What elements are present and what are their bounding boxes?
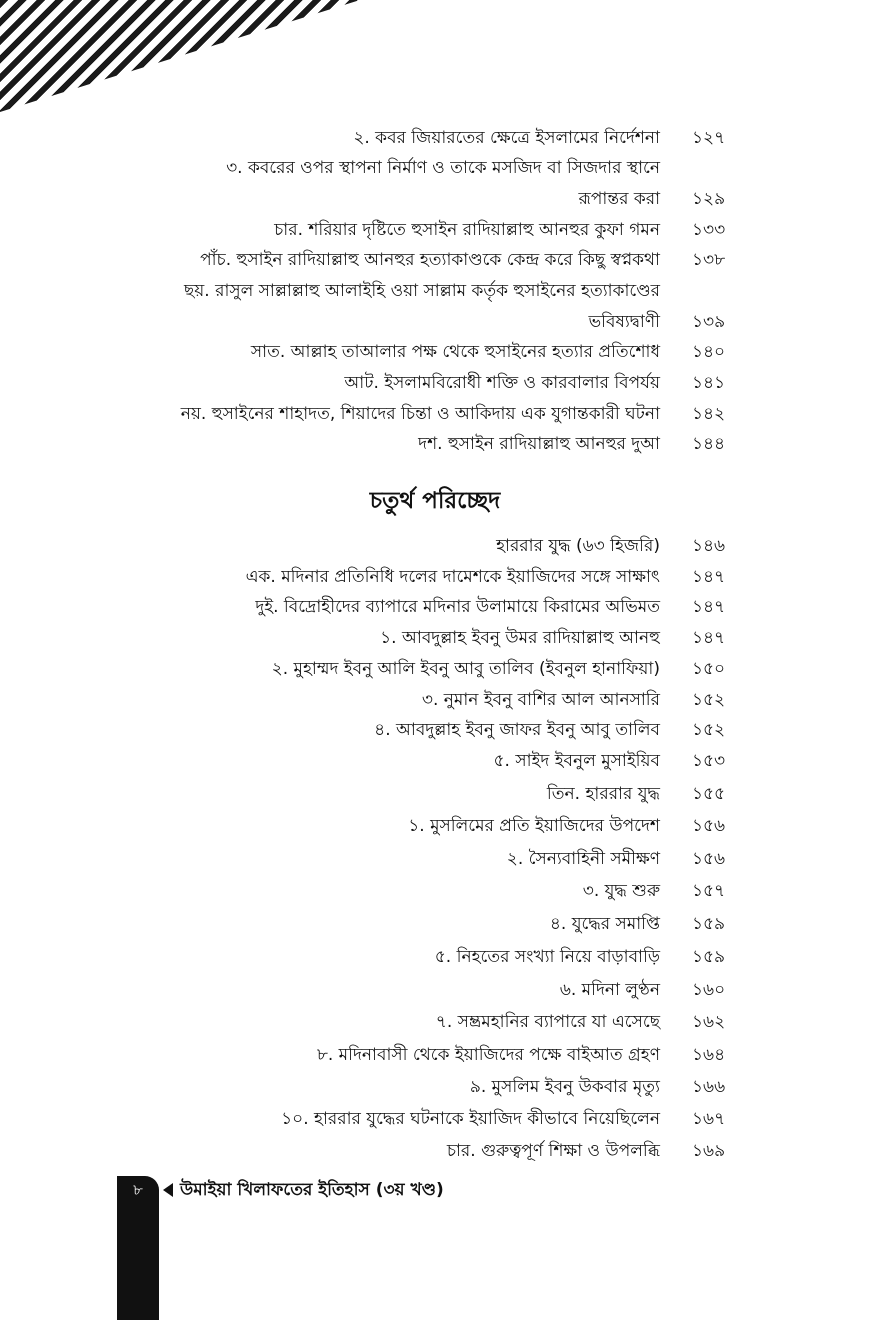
toc-page: ১৬০ bbox=[692, 980, 726, 1000]
toc-page: ১৪৭ bbox=[692, 597, 726, 617]
toc-page: ১৪১ bbox=[692, 373, 726, 393]
toc-title: ৪. আবদুল্লাহ ইবনু জাফর ইবনু আবু তালিব bbox=[374, 720, 660, 740]
toc-row[interactable] bbox=[60, 531, 800, 561]
toc-row[interactable] bbox=[60, 811, 800, 841]
triangle-left-icon bbox=[163, 1183, 173, 1197]
toc-row[interactable] bbox=[60, 245, 800, 275]
toc-title: ১০. হাররার যুদ্ধের ঘটনাকে ইয়াজিদ কীভাবে নিয়েছিলেন bbox=[281, 1109, 660, 1129]
toc-row[interactable] bbox=[60, 368, 800, 398]
toc-title: দশ. হুসাইন রাদিয়াল্লাহু আনহুর দুআ bbox=[418, 434, 660, 454]
toc-page: ১৫৭ bbox=[692, 881, 726, 901]
toc-page: ১৪২ bbox=[692, 404, 726, 424]
toc-title: ৫. সাইদ ইবনুল মুসাইয়িব bbox=[493, 751, 660, 771]
toc-page: ১৪৬ bbox=[692, 536, 726, 556]
toc-row[interactable] bbox=[60, 685, 800, 715]
toc-title: ৭. সম্ভ্রমহানির ব্যাপারে যা এসেছে bbox=[435, 1012, 660, 1032]
toc-row[interactable] bbox=[60, 1040, 800, 1070]
toc-row[interactable] bbox=[60, 1104, 800, 1134]
toc-title: ২. সৈন্যবাহিনী সমীক্ষণ bbox=[506, 849, 660, 869]
toc-row[interactable] bbox=[60, 1007, 800, 1037]
toc-row[interactable] bbox=[60, 123, 800, 153]
toc-page: ১৫৬ bbox=[692, 849, 726, 869]
toc-page: ১৬৪ bbox=[692, 1045, 726, 1065]
toc-title: ৩. নুমান ইবনু বাশির আল আনসারি bbox=[421, 690, 660, 710]
toc-page: ১৫৫ bbox=[692, 784, 726, 804]
toc-row[interactable] bbox=[60, 215, 800, 245]
toc-row[interactable] bbox=[60, 399, 800, 429]
toc-title: ১. মুসলিমের প্রতি ইয়াজিদের উপদেশ bbox=[408, 816, 660, 836]
toc-row[interactable] bbox=[60, 942, 800, 972]
toc-row[interactable] bbox=[60, 844, 800, 874]
running-title: উমাইয়া খিলাফতের ইতিহাস (৩য় খণ্ড) bbox=[180, 1180, 444, 1200]
toc-row[interactable] bbox=[60, 592, 800, 622]
toc-title: এক. মদিনার প্রতিনিধি দলের দামেশকে ইয়াজিদের সঙ্গে সাক্ষাৎ bbox=[245, 567, 660, 587]
toc-title: পাঁচ. হুসাইন রাদিয়াল্লাহু আনহুর হত্যাকাণ্ডকে কেন্দ্র করে কিছু স্বপ্নকথা bbox=[200, 250, 660, 270]
toc-row[interactable] bbox=[60, 876, 800, 906]
toc-row[interactable] bbox=[60, 184, 800, 214]
toc-title: ৬. মদিনা লুণ্ঠন bbox=[559, 980, 660, 1000]
toc-page: ১৪০ bbox=[692, 342, 726, 362]
toc-title: হাররার যুদ্ধ (৬৩ হিজরি) bbox=[496, 536, 660, 556]
chapter-heading: চতুর্থ পরিচ্ছেদ bbox=[369, 488, 501, 514]
toc-page: ১৩৯ bbox=[692, 312, 726, 332]
toc-page: ১৬৬ bbox=[692, 1077, 726, 1097]
toc-row[interactable] bbox=[60, 276, 800, 306]
toc-page: ১৫২ bbox=[692, 690, 726, 710]
toc-page: ১৪৭ bbox=[692, 628, 726, 648]
toc-title: তিন. হাররার যুদ্ধ bbox=[546, 784, 660, 804]
toc-title: দুই. বিদ্রোহীদের ব্যাপারে মদিনার উলামায়ে কিরামের অভিমত bbox=[255, 597, 660, 617]
toc-page: ১৫২ bbox=[692, 720, 726, 740]
toc-title: ছয়. রাসুল সাল্লাল্লাহু আলাইহি ওয়া সাল্লাম কর্তৃক হুসাইনের হত্যাকাণ্ডের bbox=[183, 281, 660, 301]
toc-row[interactable] bbox=[60, 779, 800, 809]
toc-title: ৫. নিহতের সংখ্যা নিয়ে বাড়াবাড়ি bbox=[434, 947, 660, 967]
toc-row[interactable] bbox=[60, 623, 800, 653]
toc-row[interactable] bbox=[60, 654, 800, 684]
toc-page: ১৪৪ bbox=[692, 434, 726, 454]
toc-row[interactable] bbox=[60, 562, 800, 592]
toc-row[interactable] bbox=[60, 975, 800, 1005]
toc-row[interactable] bbox=[60, 307, 800, 337]
toc-title: ১. আবদুল্লাহ ইবনু উমর রাদিয়াল্লাহু আনহু bbox=[380, 628, 660, 648]
page-number: ৮ bbox=[133, 1181, 143, 1199]
toc-title: সাত. আল্লাহ তাআলার পক্ষ থেকে হুসাইনের হত্যার প্রতিশোধ bbox=[250, 342, 660, 362]
toc-title: ২. কবর জিয়ারতের ক্ষেত্রে ইসলামের নির্দেশনা bbox=[353, 128, 660, 148]
toc-page: ১৫০ bbox=[692, 659, 726, 679]
toc-title: ৩. কবরের ওপর স্থাপনা নির্মাণ ও তাকে মসজিদ বা সিজদার স্থানে bbox=[226, 158, 660, 178]
toc-page: ১৬৯ bbox=[692, 1141, 726, 1161]
toc-title: ৩. যুদ্ধ শুরু bbox=[582, 881, 660, 901]
toc-title: চার. শরিয়ার দৃষ্টিতে হুসাইন রাদিয়াল্লাহু আনহুর কুফা গমন bbox=[274, 220, 660, 240]
toc-page: ১৪৭ bbox=[692, 567, 726, 587]
toc-title: রূপান্তর করা bbox=[578, 189, 660, 209]
toc-row[interactable] bbox=[60, 337, 800, 367]
toc-title: আট. ইসলামবিরোধী শক্তি ও কারবালার বিপর্যয় bbox=[344, 373, 660, 393]
toc-row[interactable] bbox=[60, 1072, 800, 1102]
toc-page: ১৬২ bbox=[692, 1012, 726, 1032]
toc-row[interactable] bbox=[60, 715, 800, 745]
toc-row[interactable] bbox=[60, 909, 800, 939]
toc-title: ৪. যুদ্ধের সমাপ্তি bbox=[549, 914, 660, 934]
toc-title: ৮. মদিনাবাসী থেকে ইয়াজিদের পক্ষে বাইআত গ্রহণ bbox=[316, 1045, 660, 1065]
toc-row[interactable] bbox=[60, 429, 800, 459]
toc-page: ১৩৮ bbox=[692, 250, 726, 270]
toc-page: ১৩৩ bbox=[692, 220, 726, 240]
toc-title: নয়. হুসাইনের শাহাদত, শিয়াদের চিন্তা ও আকিদায় এক যুগান্তকারী ঘটনা bbox=[180, 404, 660, 424]
toc-page: ১৫৬ bbox=[692, 816, 726, 836]
toc-row[interactable] bbox=[60, 153, 800, 183]
toc-page: ১৫৩ bbox=[692, 751, 726, 771]
toc-page: ১২৭ bbox=[692, 128, 726, 148]
toc-title: ভবিষ্যদ্বাণী bbox=[588, 312, 660, 332]
toc-page: ১৫৯ bbox=[692, 914, 726, 934]
toc-title: ২. মুহাম্মদ ইবনু আলি ইবনু আবু তালিব (ইবনুল হানাফিয়া) bbox=[271, 659, 660, 679]
toc-title: চার. গুরুত্বপূর্ণ শিক্ষা ও উপলব্ধি bbox=[446, 1141, 660, 1161]
toc-page: ১২৯ bbox=[692, 189, 726, 209]
toc-title: ৯. মুসলিম ইবনু উকবার মৃত্যু bbox=[469, 1077, 660, 1097]
toc-row[interactable] bbox=[60, 1136, 800, 1166]
toc-page: ১৬৭ bbox=[692, 1109, 726, 1129]
toc-page: ১৫৯ bbox=[692, 947, 726, 967]
toc-row[interactable] bbox=[60, 746, 800, 776]
